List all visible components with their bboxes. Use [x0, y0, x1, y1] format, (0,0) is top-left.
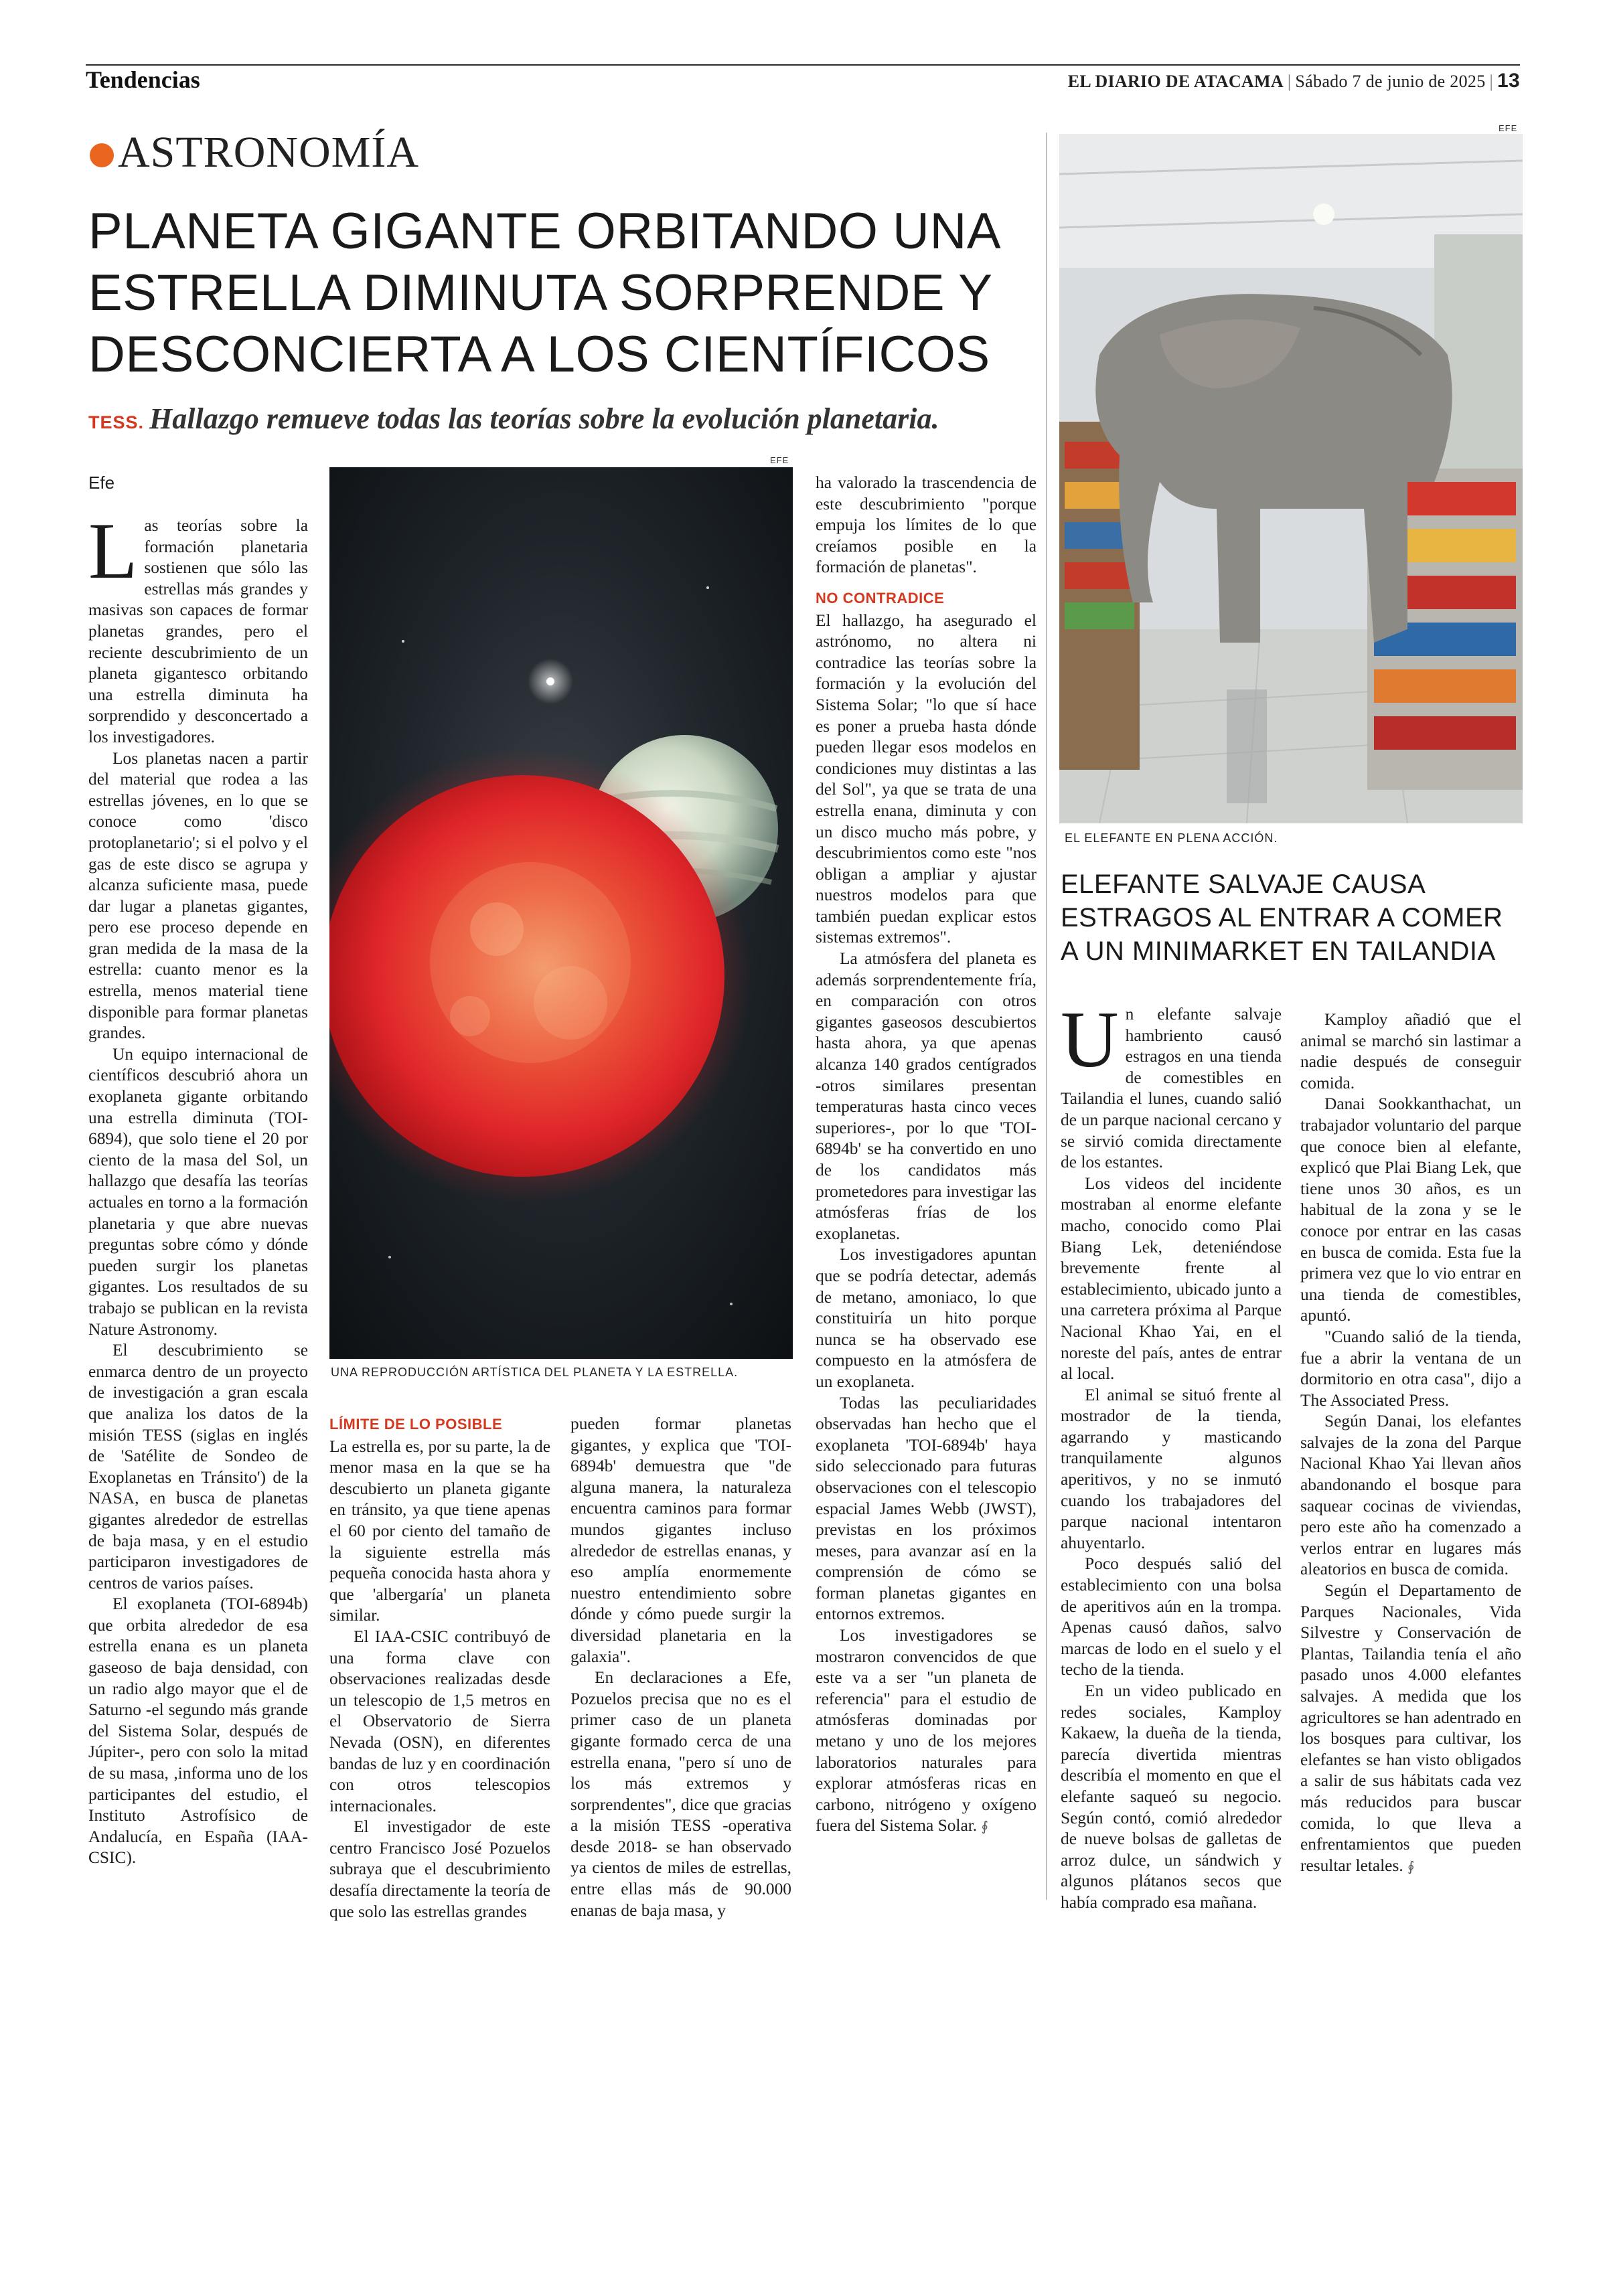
photo-credit: EFE	[1499, 123, 1518, 133]
headline-line: DESCONCIERTA A LOS CIENTÍFICOS	[88, 326, 990, 383]
photo-caption: EL ELEFANTE EN PLENA ACCIÓN.	[1065, 831, 1278, 845]
issue-date: Sábado 7 de junio de 2025	[1295, 72, 1486, 91]
end-mark-icon: ∮	[1407, 1858, 1415, 1874]
paragraph: Los planetas nacen a partir del material que rodea a las estrellas jóvenes, en lo que se conoce como 'disco protoplanetario'; si el polvo y el gas de este disco se agrupa y alcanza suficiente masa, puede dar lugar a planetas gigantes, pero ese proceso depende en gran medida de la masa de la estrella: cuanto menor es la estrella, menos material tiene disponible para formar planetas grandes.	[88, 748, 308, 1043]
paragraph: El exoplaneta (TOI-6894b) que orbita alrededor de esa estrella enana es un planeta gaseoso de baja densidad, con un radio algo mayor que el de Saturno -el segundo más grande del Sistema Solar, después de Júpiter-, pero con solo la mitad de su masa, ,informa uno de los participantes del estudio, el Instituto Astrofísico de Andalucía, en España (IAA-CSIC).	[88, 1594, 308, 1868]
main-article-column-2	[329, 1408, 550, 1922]
masthead: EL DIARIO DE ATACAMA | Sábado 7 de junio de 2025 | 13	[1067, 70, 1520, 92]
byline: Efe	[88, 473, 115, 493]
paragraph: En declaraciones a Efe, Pozuelos precisa que no es el primer caso de un planeta gigante formado cerca de una estrella enana, "pero sí uno de los más extremos y sorprendentes", dice que gracias a la misión TESS -operativa desde 2018- se han observado ya cientos de miles de estrellas, entre ellas más de 90.000 enanas de baja masa, y	[570, 1668, 791, 1920]
paragraph: Los investigadores apuntan que se podría detectar, además de metano, amoniaco, lo que constituiría un hito porque nunca se ha observado ese compuesto en la atmósfera de un exoplaneta.	[816, 1245, 1037, 1391]
paragraph: El investigador de este centro Francisco José Pozuelos subraya que el descubrimiento desafía directamente la teoría de que solo las estrellas grandes	[329, 1817, 550, 1921]
paragraph: Poco después salió del establecimiento con una bolsa de aperitivos aún en la trompa. Apenas causó daños, salvo marcas de lodo en el suelo y el techo de la tienda.	[1061, 1554, 1282, 1679]
paragraph: El hallazgo, ha asegurado el astrónomo, no altera ni contradice las teorías sobre la formación y la evolución del Sistema Solar; "lo que sí hace es poner a prueba hasta dónde pueden llegar esos modelos en condiciones muy distintas a las del Sol", ya que se trata de una estrella enana, diminuta y con un disco mucho más pobre, y descubrimientos como este "nos obligan a ampliar y ajustar nuestros modelos para que también puedan explicar estos sistemas extremos".	[816, 610, 1037, 947]
column-divider	[1046, 133, 1047, 1900]
paragraph: Según el Departamento de Parques Nacionales, Vida Silvestre y Conservación de Plantas, Tailandia tenía el año pasado unos 4.000 elefantes salvajes. A medida que los agricultores se han adentrado en los bosques para cultivar, los elefantes se han visto obligados a salir de sus hábitats cada vez más reducidos para buscar comida, lo que lleva a enfrentamientos que pueden resultar letales.	[1300, 1581, 1521, 1875]
headline-line: ESTRAGOS AL ENTRAR A COMER	[1061, 903, 1503, 932]
paragraph: n elefante salvaje hambriento causó estragos en una tienda de comestibles en Tailandia el lunes, cuando salió de un parque nacional cercano y se sirvió comida directamente de los estantes.	[1061, 1005, 1282, 1172]
subhead: LÍMITE DE LO POSIBLE	[329, 1416, 503, 1432]
paragraph: Según Danai, los elefantes salvajes de la zona del Parque Nacional Khao Yai llevan años abandonando el bosque para saquear cocinas de viviendas, pero este año ha comenzado a verlos entrar en lugares más aleatorios en busca de comida.	[1300, 1412, 1521, 1579]
paragraph: El descubrimiento se enmarca dentro de un proyecto de investigación a gran escala que analiza los datos de la misión TESS (siglas en inglés de 'Satélite de Sondeo de Exoplanetas en Tránsito') de la NASA, en busca de planetas gigantes alrededor de estrellas de baja masa, y en el estudio participaron investigadores de centros de varios países.	[88, 1341, 308, 1592]
main-headline	[88, 201, 1026, 386]
paragraph: En un video publicado en redes sociales, Kamploy Kakaew, la dueña de la tienda, parecía divertida mientras describía el momento en que el elefante saqueó su negocio. Según contó, comió alrededor de nueve bolsas de galletas de arroz dulce, un sándwich y algunos plátanos secos que había comprado esa mañana.	[1061, 1682, 1282, 1912]
section-name: Tendencias	[86, 66, 200, 93]
paragraph: Kamploy añadió que el animal se marchó sin lastimar a nadie después de conseguir comida.	[1300, 1010, 1521, 1092]
paragraph: as teorías sobre la formación planetaria sostienen que sólo las estrellas más grandes y masivas son capaces de formar planetas grandes, pero el reciente descubrimiento de un planeta gigantesco orbitando una estrella diminuta ha sorprendido y desconcertado a los investigadores.	[88, 516, 308, 746]
paragraph: Los videos del incidente mostraban al enorme elefante macho, conocido como Plai Biang Lek, deteniéndose brevemente frente al establecimiento, ubicado junto a una carretera próxima al Parque Nacional Khao Yai, en el noreste del país, antes de entrar al local.	[1061, 1173, 1282, 1384]
paragraph: pueden formar planetas gigantes, y explica que 'TOI-6894b' demuestra que "de alguna manera, la naturaleza encuentra caminos para formar mundos gigantes incluso alrededor de estrellas enanas, y eso amplía enormemente nuestro entendimiento sobre dónde y cómo puede surgir la diversidad planetaria en la galaxia".	[570, 1414, 791, 1666]
subhead: NO CONTRADICE	[816, 589, 945, 606]
planet-star-illustration	[329, 467, 793, 1359]
paragraph: El animal se situó frente al mostrador de la tienda, agarrando y masticando tranquilamente algunos aperitivos, y no se inmutó cuando los trabajadores del parque nacional intentaron ahuyentarlo.	[1061, 1385, 1282, 1552]
kicker-dot-icon	[90, 143, 114, 167]
headline-line: ELEFANTE SALVAJE CAUSA	[1061, 870, 1426, 899]
deck-tag: TESS.	[88, 412, 145, 432]
section-kicker: ASTRONOMÍA	[118, 128, 420, 177]
headline-line: PLANETA GIGANTE ORBITANDO UNA	[88, 203, 1002, 260]
side-article-column-1	[1061, 995, 1282, 1914]
paragraph: ha valorado la trascendencia de este descubrimiento "porque empuja los límites de lo que creíamos posible en la formación de planetas".	[816, 473, 1037, 577]
newspaper-name: EL DIARIO DE ATACAMA	[1067, 72, 1284, 91]
paragraph: El IAA-CSIC contribuyó de una forma clave con observaciones realizadas desde un telescopio de 1,5 metros en el Observatorio de Sierra Nevada (OSN), en diferentes bandas de luz y en coordinación con otros telescopios internacionales.	[329, 1627, 550, 1815]
paragraph: Los investigadores se mostraron convencidos de que este va a ser "un planeta de referencia" para el estudio de atmósferas dominadas por metano y uno de los mejores laboratorios naturales para explorar atmósferas ricas en carbono, nitrógeno y oxígeno fuera del Sistema Solar.	[816, 1626, 1037, 1835]
elephant-scene	[1059, 134, 1523, 823]
paragraph: Un equipo internacional de científicos descubrió ahora un exoplaneta gigante orbitando una estrella diminuta (TOI-6894), que solo tiene el 20 por ciento de la masa del Sol, un hallazgo que desafía las teorías actuales en torno a la formación planetaria y que abre nuevas preguntas sobre cómo y dónde pueden surgir los planetas gigantes. Los resultados de su trabajo se publican en la revista Nature Astronomy.	[88, 1044, 308, 1339]
headline-line: A UN MINIMARKET EN TAILANDIA	[1061, 936, 1496, 966]
paragraph: Todas las peculiaridades observadas han hecho que el exoplaneta 'TOI-6894b' haya sido seleccionado para futuras observaciones con el telescopio espacial James Webb (JWST), previstas en los próximos meses, para avanzar así en la comprensión de cómo se forman planetas gigantes en entornos extremos.	[816, 1393, 1037, 1624]
end-mark-icon: ∮	[981, 1818, 988, 1835]
side-article-column-2	[1300, 1009, 1521, 1877]
paragraph: La atmósfera del planeta es además sorprendentemente fría, en comparación con otros gigantes gaseosos descubiertos hasta ahora, ya que apenas alcanza 140 grados centígrados -otros similares presentan temperaturas hasta cinco veces superiores-, por lo que 'TOI-6894b' se ha convertido en uno de los candidatos más prometedores para investigar las atmósferas frías de los exoplanetas.	[816, 949, 1037, 1243]
main-article-column-3	[570, 1414, 791, 1921]
side-headline	[1061, 868, 1523, 968]
top-rule	[86, 64, 1520, 66]
main-article-column-4	[816, 473, 1037, 1837]
space-art	[329, 467, 793, 1359]
paragraph: La estrella es, por su parte, la de menor masa en la que se ha descubierto un planeta gigante en tránsito, ya que tiene apenas el 60 por ciento del tamaño de la siguiente estrella más pequeña conocida hasta ahora y que 'albergaría' un planeta similar.	[329, 1437, 550, 1625]
photo-credit: EFE	[770, 455, 789, 465]
headline-line: ESTRELLA DIMINUTA SORPRENDE Y	[88, 264, 993, 321]
paragraph: "Cuando salió de la tienda, fue a abrir la ventana de un dormitorio en otra casa", dijo a The Associated Press.	[1300, 1327, 1521, 1410]
deck-text: Hallazgo remueve todas las teorías sobre la evolución planetaria.	[149, 402, 939, 435]
deck	[88, 402, 1046, 436]
paragraph: Danai Sookkanthachat, un trabajador voluntario del parque que conoce bien al elefante, explicó que Plai Biang Lek, que tiene unos 30 años, es un habitual de la zona y se le conoce por entrar en las casas en busca de comida. Esta fue la primera vez que lo vio entrar en una tienda de comestibles, apuntó.	[1300, 1094, 1521, 1325]
dropcap: U	[1061, 995, 1119, 1084]
photo-caption: UNA REPRODUCCIÓN ARTÍSTICA DEL PLANETA Y LA ESTRELLA.	[331, 1366, 739, 1379]
page-number: 13	[1497, 70, 1520, 92]
main-article-column-1	[88, 506, 308, 1869]
elephant-photo	[1059, 134, 1523, 823]
dropcap: L	[88, 506, 138, 595]
